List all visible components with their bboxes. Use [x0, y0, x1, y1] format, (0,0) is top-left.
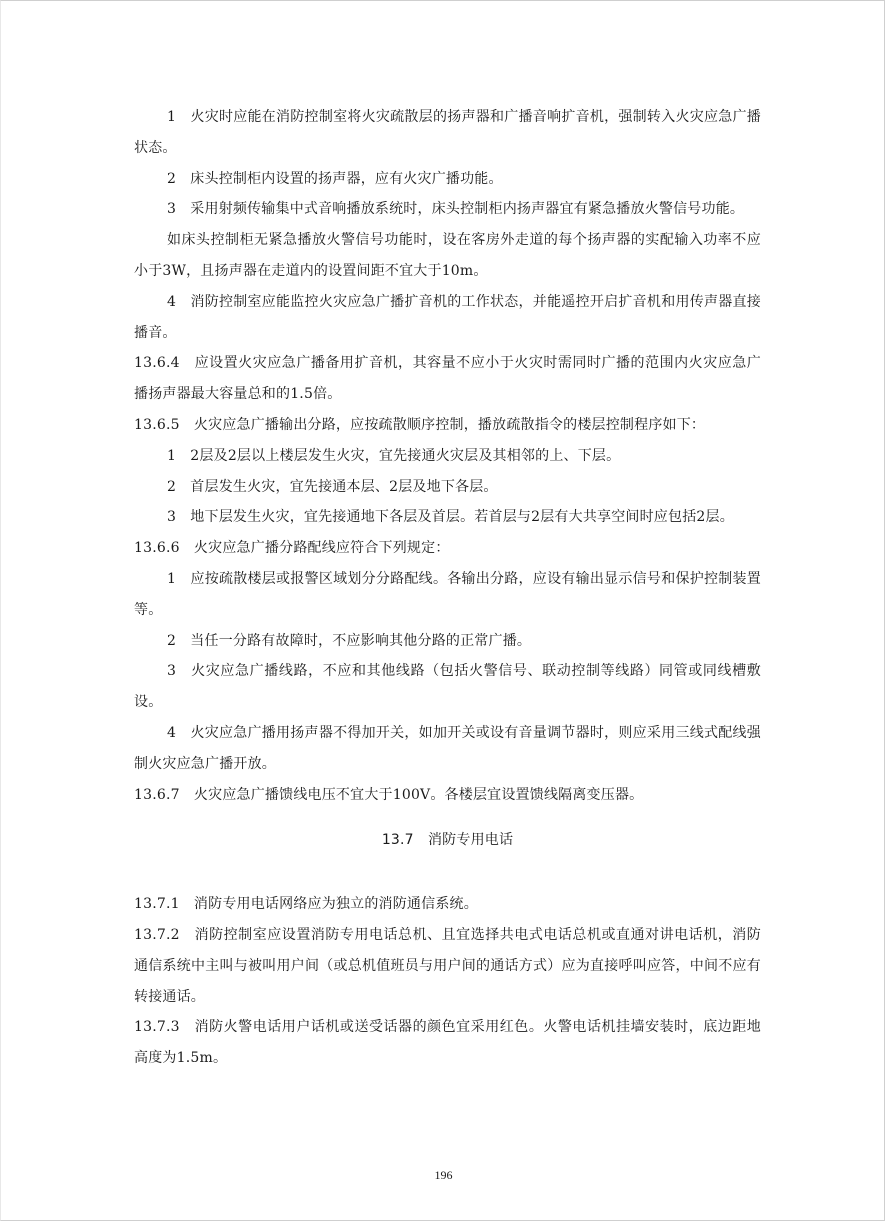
paragraph: 4 消防控制室应能监控火灾应急广播扩音机的工作状态，并能遥控开启扩音机和用传声器直接播音。 — [134, 293, 761, 341]
paragraph: 2 首层发生火灾，宜先接通本层、2层及地下各层。 — [167, 478, 498, 495]
paragraph: 13.6.4 应设置火灾应急广播备用扩音机，其容量不应小于火灾时需同时广播的范围内火灾应急广播扬声器最大容量总和的1.5倍。 — [134, 355, 761, 403]
paragraph: 13.7.1 消防专用电话网络应为独立的消防通信系统。 — [134, 896, 478, 913]
paragraph: 1 应按疏散楼层或报警区域划分分路配线。各输出分路，应设有输出显示信号和保护控制装置等。 — [134, 570, 761, 618]
paragraph: 3 火灾应急广播线路，不应和其他线路（包括火警信号、联动控制等线路）同管或同线槽敷设。 — [134, 663, 761, 711]
paragraph: 13.6.6 火灾应急广播分路配线应符合下列规定： — [134, 540, 450, 557]
paragraph: 1 火灾时应能在消防控制室将火灾疏散层的扬声器和广播音响扩音机，强制转入火灾应急广播状态。 — [134, 109, 761, 156]
paragraph: 13.7.2 消防控制室应设置消防专用电话总机、且宜选择共电式电话总机或直通对讲电话机，消防通信系统中主叫与被叫用户间（或总机值班员与用户间的通话方式）应为直接呼叫应答，中间不应有转接通话。 — [134, 926, 761, 1005]
paragraph: 3 地下层发生火灾，宜先接通地下各层及首层。若首层与2层有大共享空间时应包括2层。 — [167, 509, 734, 526]
paragraph: 3 采用射频传输集中式音响播放系统时，床头控制柜内扬声器宜有紧急播放火警信号功能。 — [167, 201, 745, 218]
page-number: 196 — [434, 1168, 453, 1182]
document-body — [134, 102, 761, 1074]
paragraph: 2 当任一分路有故障时，不应影响其他分路的正常广播。 — [167, 632, 532, 649]
paragraph: 13.6.5 火灾应急广播输出分路，应按疏散顺序控制，播放疏散指令的楼层控制程序如下： — [134, 416, 706, 433]
section-13-7-text — [134, 889, 761, 1074]
section-13-6-text — [134, 102, 761, 810]
paragraph: 4 火灾应急广播用扬声器不得加开关，如加开关或设有音量调节器时，则应采用三线式配线强制火灾应急广播开放。 — [134, 724, 761, 772]
paragraph: 13.7.3 消防火警电话用户话机或送受话器的颜色宜采用红色。火警电话机挂墙安装时，底边距地高度为1.5m。 — [134, 1019, 761, 1067]
paragraph: 13.6.7 火灾应急广播馈线电压不宜大于100V。各楼层宜设置馈线隔离变压器。 — [134, 786, 644, 803]
section-heading: 13.7 消防专用电话 — [381, 832, 514, 849]
paragraph: 2 床头控制柜内设置的扬声器，应有火灾广播功能。 — [167, 170, 503, 187]
paragraph: 1 2层及2层以上楼层发生火灾，宜先接通火灾层及其相邻的上、下层。 — [167, 447, 621, 464]
paragraph: 如床头控制柜无紧急播放火警信号功能时，设在客房外走道的每个扬声器的实配输入功率不应小于3W，且扬声器在走道内的设置间距不宜大于10m。 — [134, 232, 761, 279]
